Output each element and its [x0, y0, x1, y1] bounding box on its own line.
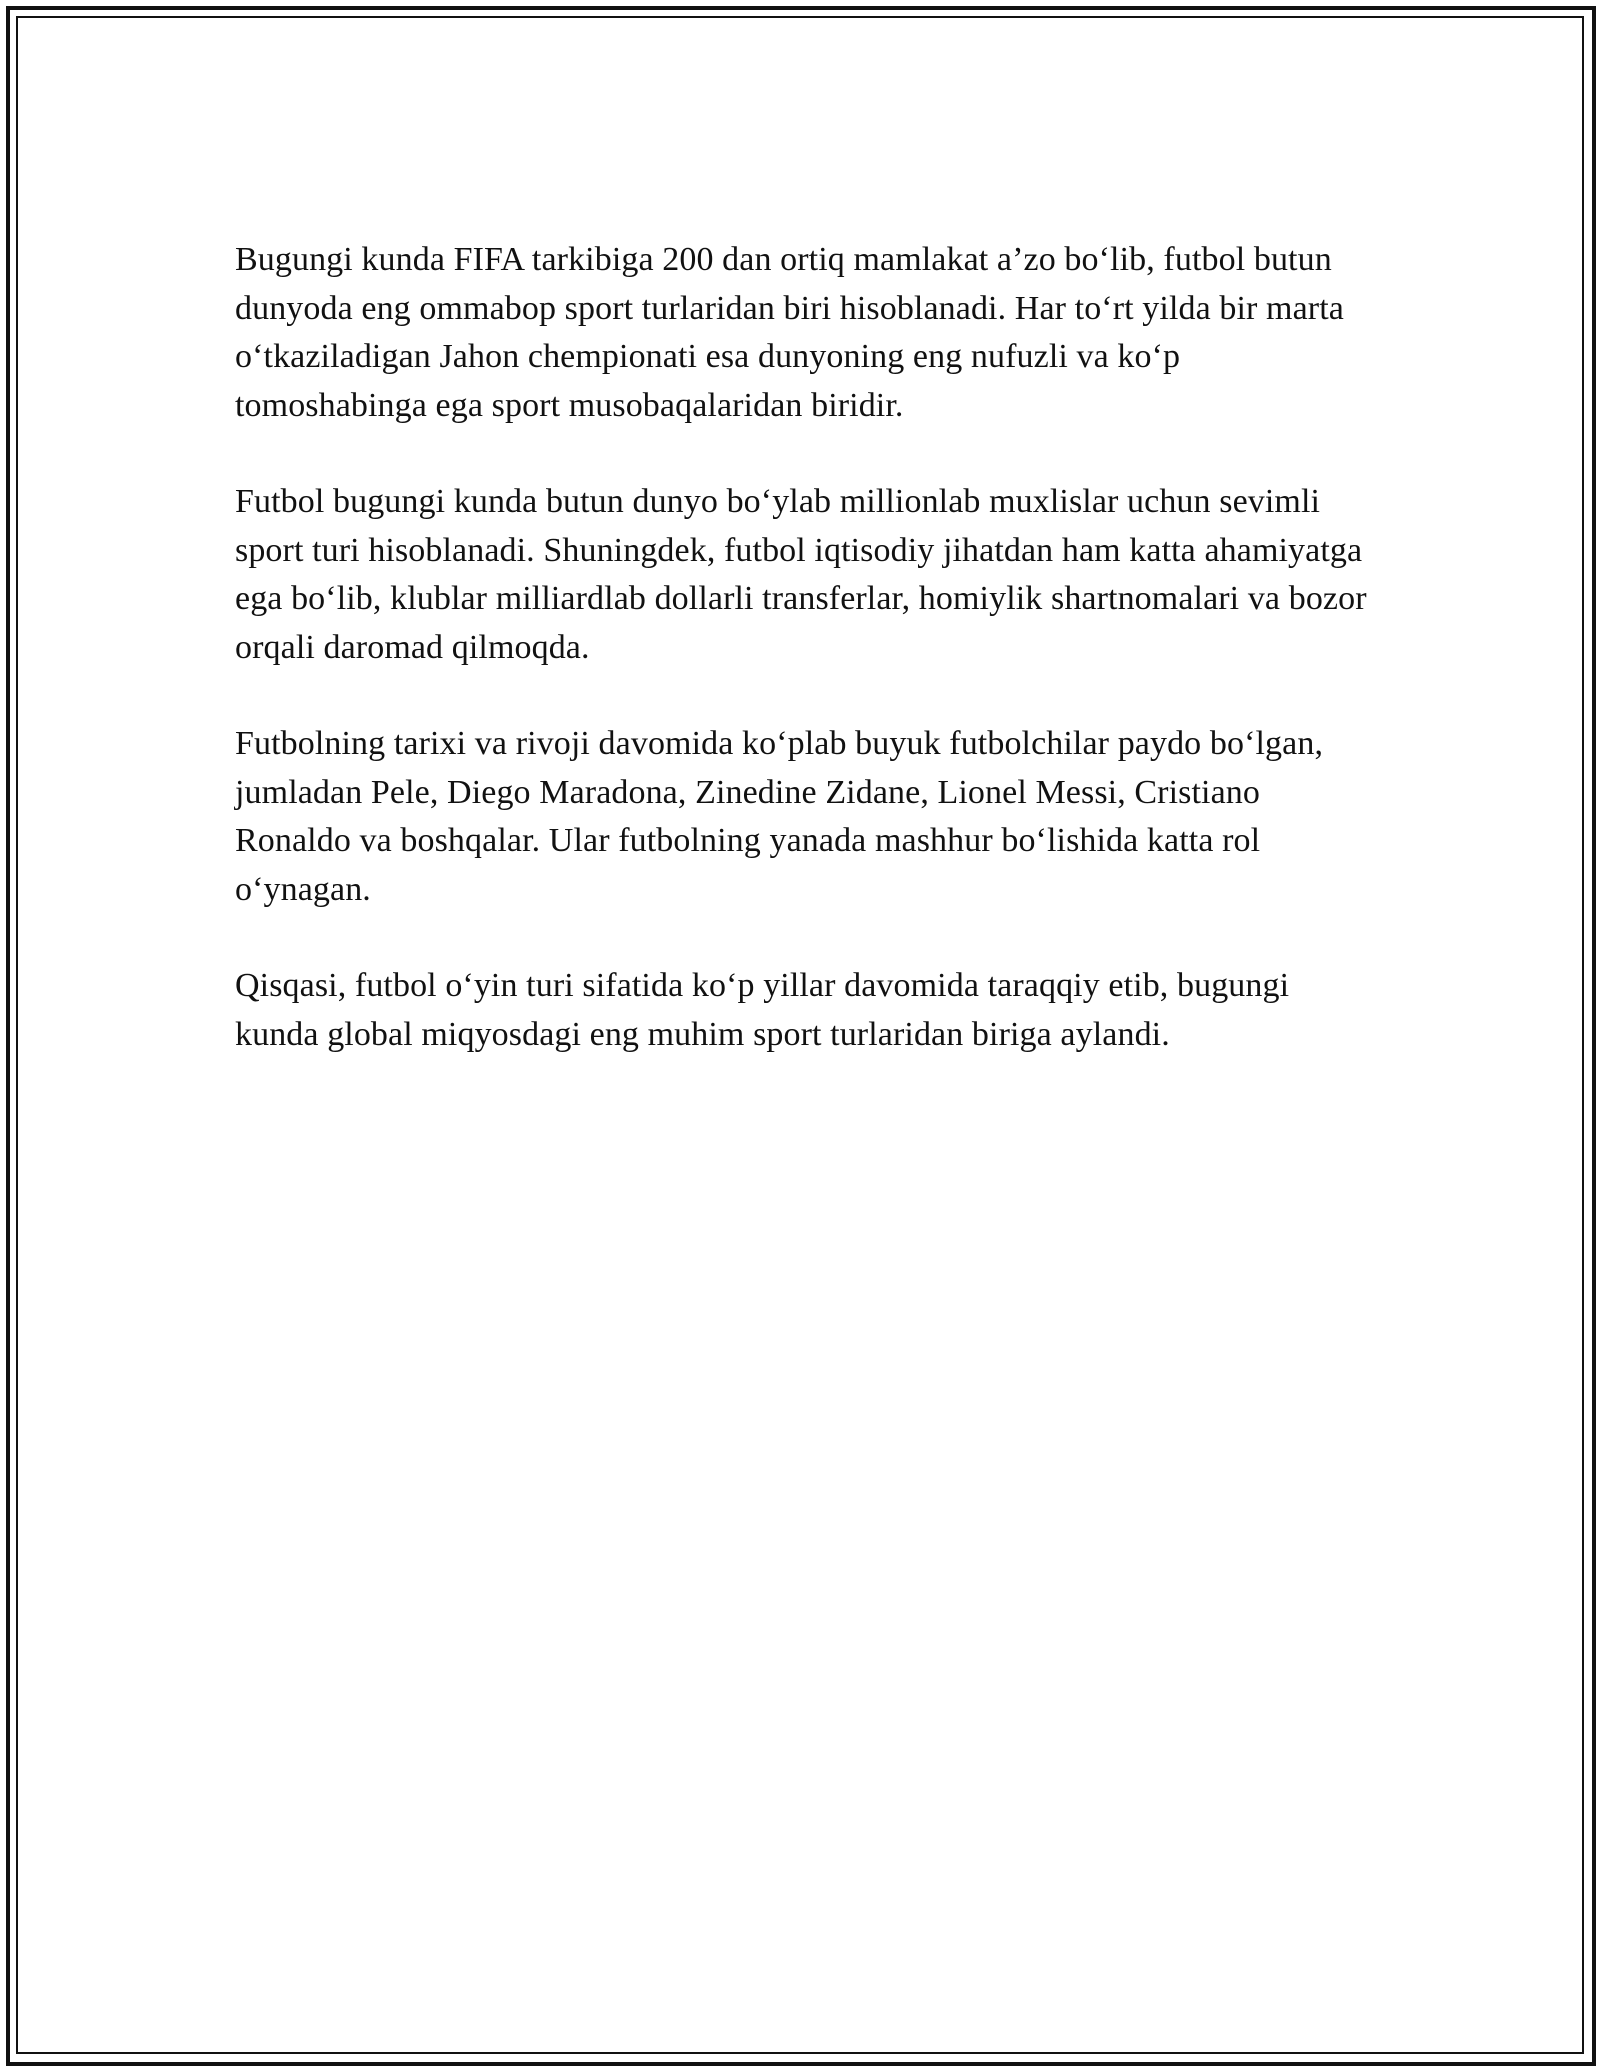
- paragraph-fifa-membership: Bugungi kunda FIFA tarkibiga 200 dan ortiq mamlakat a’zo bo‘lib, futbol butun dunyoda eng ommabop sport turlaridan biri hisoblanadi. Har to‘rt yilda bir marta o‘tkaziladigan Jahon chempionati esa dunyoning eng nufuzli va ko‘p tomoshabinga ega sport musobaqalaridan biridir.: [235, 241, 1344, 424]
- paragraph-football-economy: Futbol bugungi kunda butun dunyo bo‘ylab millionlab muxlislar uchun sevimli sport turi hisoblanadi. Shuningdek, futbol iqtisodiy jihatdan ham katta ahamiyatga ega bo‘lib, klublar milliardlab dollarli transferlar, homiylik shartnomalari va bozor orqali daromad qilmoqda.: [235, 483, 1367, 666]
- paragraph-famous-players: Futbolning tarixi va rivoji davomida ko‘plab buyuk futbolchilar paydo bo‘lgan, jumladan Pele, Diego Maradona, Zinedine Zidane, Lionel Messi, Cristiano Ronaldo va boshqalar. Ular futbolning yanada mashhur bo‘lishida katta rol o‘ynagan.: [235, 725, 1324, 908]
- document-body: [235, 236, 1375, 1107]
- paragraph-conclusion: Qisqasi, futbol o‘yin turi sifatida ko‘p yillar davomida taraqqiy etib, bugungi kunda global miqyosdagi eng muhim sport turlaridan biriga aylandi.: [235, 967, 1290, 1053]
